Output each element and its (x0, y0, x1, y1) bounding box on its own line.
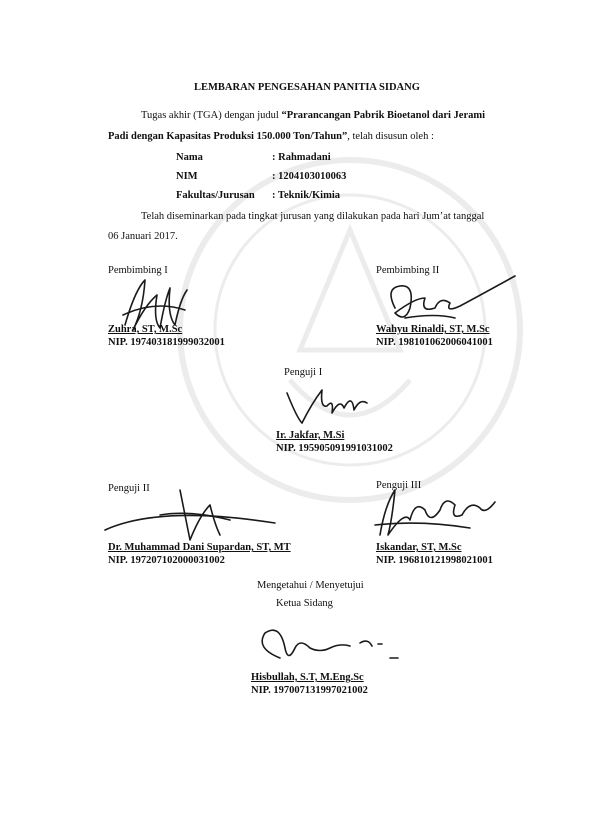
approval-line-2: Ketua Sidang (276, 598, 333, 609)
nim-value: : 1204103010063 (272, 171, 347, 182)
ketua-sidang-signature (250, 618, 410, 673)
ketua-sidang-nip: NIP. 197007131997021002 (251, 685, 368, 696)
intro-line-2 (108, 131, 434, 142)
pembimbing-1-name: Zuhra, ST, M.Sc (108, 324, 183, 335)
penguji-3-role: Penguji III (376, 480, 422, 491)
name-label: Nama (176, 152, 203, 163)
intro-prefix: Tugas akhir (TGA) dengan judul (141, 110, 282, 121)
penguji-3-nip: NIP. 196810121998021001 (376, 555, 493, 566)
seminar-line-2: 06 Januari 2017. (108, 231, 178, 242)
penguji-2-nip: NIP. 197207102000031002 (108, 555, 225, 566)
intro-suffix: , telah disusun oleh : (347, 131, 434, 142)
pembimbing-2-name: Wahyu Rinaldi, ST, M.Sc (376, 324, 490, 335)
pembimbing-1-nip: NIP. 197403181999032001 (108, 337, 225, 348)
pembimbing-1-role: Pembimbing I (108, 265, 168, 276)
penguji-3-name: Iskandar, ST, M.Sc (376, 542, 462, 553)
penguji-1-role: Penguji I (284, 367, 323, 378)
seminar-line-1: Telah diseminarkan pada tingkat jurusan yang dilakukan pada hari Jum’at tanggal (141, 211, 485, 222)
faculty-label: Fakultas/Jurusan (176, 190, 255, 201)
intro-line-1 (141, 110, 485, 121)
penguji-3-signature (370, 480, 500, 545)
penguji-1-nip: NIP. 195905091991031002 (276, 443, 393, 454)
nim-label: NIM (176, 171, 198, 182)
penguji-1-name: Ir. Jakfar, M.Si (276, 430, 345, 441)
faculty-value: : Teknik/Kimia (272, 190, 340, 201)
penguji-2-name: Dr. Muhammad Dani Supardan, ST, MT (108, 542, 291, 553)
penguji-2-signature (100, 485, 280, 545)
pembimbing-2-nip: NIP. 198101062006041001 (376, 337, 493, 348)
penguji-1-signature (282, 378, 372, 433)
penguji-2-role: Penguji II (108, 483, 150, 494)
thesis-title-part-2: Padi dengan Kapasitas Produksi 150.000 Ton/Tahun” (108, 131, 348, 142)
pembimbing-2-role: Pembimbing II (376, 265, 440, 276)
thesis-title-part-1: “Prarancangan Pabrik Bioetanol dari Jerami (281, 110, 486, 121)
approval-line-1: Mengetahui / Menyetujui (257, 580, 364, 591)
ketua-sidang-name: Hisbullah, S.T, M.Eng.Sc (251, 672, 364, 683)
page-title: LEMBARAN PENGESAHAN PANITIA SIDANG (194, 82, 420, 93)
name-value: : Rahmadani (272, 152, 331, 163)
